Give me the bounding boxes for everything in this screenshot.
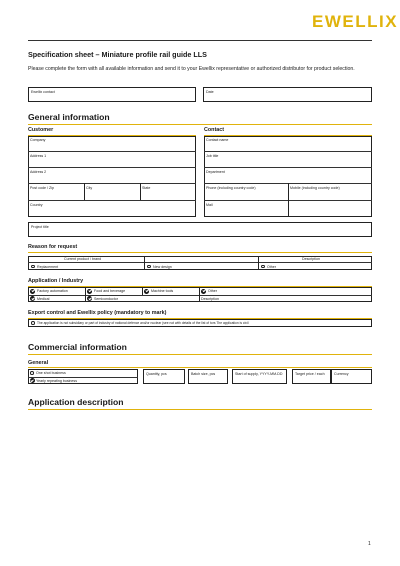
semiconductor-check-icon[interactable]	[87, 296, 92, 301]
application-description-divider	[28, 409, 372, 410]
food-beverage-label: Food and beverage	[94, 289, 126, 293]
medical-check-icon[interactable]	[30, 296, 35, 301]
ewellix-logo: EWELLIX	[312, 12, 399, 31]
page-number: 1	[368, 541, 371, 547]
col-divider	[85, 287, 86, 302]
batch-size-label: Batch size, pcs	[191, 372, 216, 376]
current-product-label: Current product / brand	[64, 257, 102, 261]
yearly-repeating-label: Yearly repeating business	[36, 378, 78, 383]
address1-field[interactable]: Address 1	[30, 154, 47, 158]
quantity-label: Quantity, pcs	[146, 372, 167, 376]
ewellix-contact-label: Ewellix contact	[31, 90, 55, 94]
col-divider	[199, 287, 200, 302]
row-divider	[28, 167, 196, 168]
medical-label: Medical	[37, 296, 50, 301]
phone-field[interactable]: Phone (including country code)	[206, 186, 256, 190]
currency-label: Currency	[334, 372, 349, 376]
row-divider	[204, 151, 372, 152]
state-field[interactable]: State	[142, 186, 151, 190]
contact-heading: Contact	[204, 127, 225, 133]
target-price-field[interactable]	[292, 369, 331, 384]
replacement-radio[interactable]	[31, 265, 35, 269]
commercial-information-heading: Commercial information	[28, 342, 127, 352]
col-divider	[140, 183, 141, 200]
department-field[interactable]: Department	[206, 170, 225, 174]
row-divider	[28, 295, 372, 296]
row-divider	[28, 183, 196, 184]
country-field[interactable]: Country	[30, 203, 43, 207]
city-field[interactable]: City	[86, 186, 93, 190]
ewellix-contact-field[interactable]	[28, 87, 196, 102]
page-title: Specification sheet – Miniature profile rail guide LLS	[28, 50, 207, 59]
factory-automation-check-icon[interactable]	[30, 289, 35, 294]
mobile-field[interactable]: Mobile (including country code)	[290, 186, 340, 190]
batch-size-field[interactable]	[188, 369, 228, 384]
other-reason-radio[interactable]	[261, 265, 265, 269]
yearly-repeating-check-icon[interactable]	[30, 378, 35, 383]
general-information-heading: General information	[28, 112, 110, 122]
application-description-label: Description	[201, 296, 219, 301]
new-design-radio[interactable]	[147, 265, 151, 269]
replacement-label: Replacement	[37, 264, 59, 269]
description-label: Description	[302, 257, 320, 261]
application-industry-heading: Application / Industry	[28, 278, 84, 284]
project-title-field[interactable]	[28, 222, 372, 237]
quantity-field[interactable]	[143, 369, 185, 384]
machine-tools-label: Machine tools	[151, 289, 174, 293]
factory-automation-label: Factory automation	[37, 289, 68, 293]
date-label: Date	[206, 90, 214, 94]
contact-name-field[interactable]: Contact name	[206, 138, 229, 142]
application-description-heading: Application description	[28, 397, 124, 407]
semiconductor-label: Semiconductor	[94, 296, 118, 301]
one-shot-label: One shot business	[36, 371, 66, 375]
col-divider	[288, 183, 289, 217]
export-statement-radio[interactable]	[31, 321, 35, 325]
postcode-field[interactable]: Post code / Zip	[30, 186, 54, 190]
start-of-supply-label: Start of supply, YYYY-MM-DD	[235, 372, 283, 376]
row-divider	[28, 200, 196, 201]
commercial-divider	[28, 354, 372, 355]
address2-field[interactable]: Address 2	[30, 170, 47, 174]
row-divider	[28, 377, 138, 378]
reason-divider	[28, 252, 372, 253]
target-price-label: Target price / each	[295, 372, 325, 376]
intro-text: Please complete the form with all available information and send it to your Ewellix representative or authorized distributor for product selection.	[28, 66, 355, 72]
general-divider	[28, 124, 372, 125]
reason-heading: Reason for request	[28, 244, 78, 250]
food-beverage-check-icon[interactable]	[87, 289, 92, 294]
header-divider	[28, 40, 372, 41]
row-divider	[28, 262, 372, 263]
other-application-label: Other	[208, 289, 217, 293]
col-divider	[84, 183, 85, 200]
job-title-field[interactable]: Job title	[206, 154, 219, 158]
new-design-label: New design	[153, 264, 172, 269]
export-control-heading: Export control and Ewellix policy (mandatory to mark)	[28, 310, 167, 316]
mail-field[interactable]: Mail	[206, 203, 213, 207]
project-title-label: Project title	[31, 225, 49, 229]
start-of-supply-field[interactable]	[232, 369, 287, 384]
one-shot-radio[interactable]	[30, 371, 34, 375]
machine-tools-check-icon[interactable]	[144, 289, 149, 294]
currency-field[interactable]	[331, 369, 372, 384]
date-field[interactable]	[203, 87, 372, 102]
other-reason-label: Other	[267, 264, 276, 269]
col-divider	[258, 256, 259, 270]
export-statement-text: The application is not subsidiary or part of industry of national defence and/or nuclear (see not with details of the list of tors The application is civil	[37, 321, 249, 325]
other-application-check-icon[interactable]	[201, 289, 206, 294]
row-divider	[28, 151, 196, 152]
commercial-general-divider	[28, 367, 372, 368]
row-divider	[204, 167, 372, 168]
col-divider	[142, 287, 143, 295]
customer-grid	[28, 136, 196, 217]
col-divider	[144, 256, 145, 270]
customer-heading: Customer	[28, 127, 54, 133]
general-subheading: General	[28, 360, 49, 366]
company-field[interactable]: Company	[30, 138, 46, 142]
